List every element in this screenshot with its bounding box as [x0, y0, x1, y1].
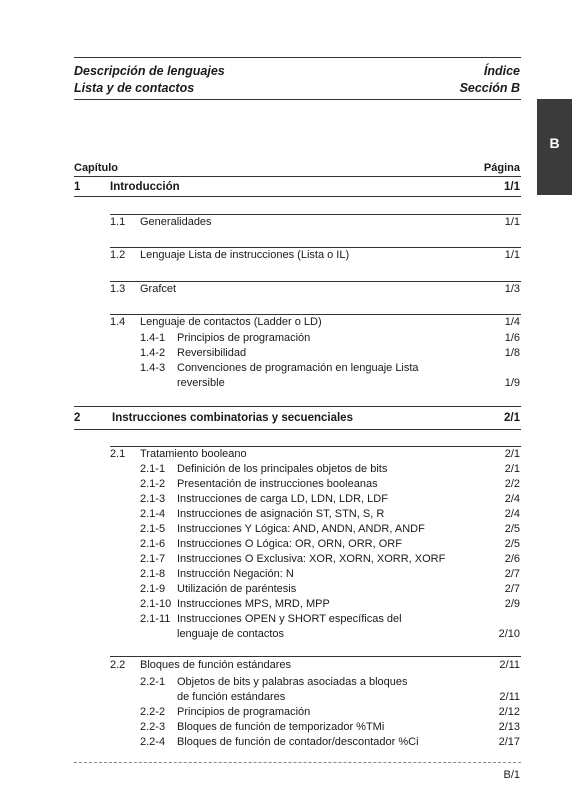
section-number: 1.3 [110, 283, 126, 295]
section-side-tab [537, 99, 572, 195]
column-header-rule [74, 176, 521, 177]
subsection-number: 2.2-4 [140, 736, 166, 748]
section-page: 1/3 [504, 283, 520, 295]
header-section-label: Sección B [459, 81, 520, 95]
subsection-page: 1/9 [504, 377, 520, 389]
subsection-title: Instrucciones OPEN y SHORT específicas del [177, 613, 402, 625]
subsection-title: Reversibilidad [177, 347, 247, 359]
section-title: Lenguaje de contactos (Ladder o LD) [140, 316, 322, 328]
subsection-number: 2.1-10 [140, 598, 172, 610]
section-number: 1.2 [110, 249, 126, 261]
subsection-number: 1.4-1 [140, 332, 166, 344]
subsection-page: 2/5 [504, 523, 520, 535]
subsection-page: 2/6 [504, 553, 520, 565]
subsection-page: 2/4 [504, 508, 520, 520]
subsection-number: 2.2-2 [140, 706, 166, 718]
subsection-title-continued: reversible [177, 377, 225, 389]
section-rule [110, 656, 521, 657]
subsection-title: Bloques de función de temporizador %TMi [177, 721, 385, 733]
section-number: 1.4 [110, 316, 126, 328]
subsection-number: 2.2-1 [140, 676, 166, 688]
subsection-title: Convenciones de programación en lenguaje Lista [177, 362, 419, 374]
chapter-number: 2 [74, 412, 81, 424]
section-number: 1.1 [110, 216, 126, 228]
subsection-page: 2/17 [498, 736, 520, 748]
subsection-title: Principios de programación [177, 332, 311, 344]
section-tab-label: B [549, 135, 560, 151]
subsection-page: 1/8 [504, 347, 520, 359]
subsection-page: 2/7 [504, 568, 520, 580]
subsection-title: Principios de programación [177, 706, 311, 718]
section-page: 1/1 [504, 249, 520, 261]
chapter-number: 1 [74, 181, 81, 193]
subsection-number: 2.2-3 [140, 721, 166, 733]
header-index-label: Índice [483, 64, 520, 78]
page-column-header: Página [483, 162, 520, 174]
footer-dashed-rule [74, 762, 521, 763]
section-title: Generalidades [140, 216, 212, 228]
header-bottom-rule [74, 99, 521, 100]
subsection-number: 2.1-9 [140, 583, 166, 595]
subsection-number: 2.1-7 [140, 553, 166, 565]
subsection-title: Instrucción Negación: N [177, 568, 294, 580]
subsection-title: Instrucciones de asignación ST, STN, S, R [177, 508, 385, 520]
subsection-page: 2/10 [498, 628, 520, 640]
subsection-number: 2.1-11 [140, 613, 171, 625]
subsection-page: 2/5 [504, 538, 520, 550]
subsection-number: 2.1-2 [140, 478, 166, 490]
subsection-title: Utilización de paréntesis [177, 583, 297, 595]
section-title: Grafcet [140, 283, 177, 295]
subsection-number: 1.4-3 [140, 362, 166, 374]
section-page: 1/1 [504, 216, 520, 228]
subsection-number: 2.1-8 [140, 568, 166, 580]
section-title: Bloques de función estándares [140, 659, 292, 671]
header-doc-title: Descripción de lenguajes [74, 64, 225, 78]
header-doc-subtitle: Lista y de contactos [74, 81, 195, 95]
subsection-number: 2.1-1 [140, 463, 166, 475]
subsection-page: 2/2 [504, 478, 520, 490]
section-number: 2.2 [110, 659, 126, 671]
subsection-title: Objetos de bits y palabras asociadas a bloques [177, 676, 408, 688]
subsection-number: 2.1-6 [140, 538, 166, 550]
subsection-number: 2.1-3 [140, 493, 166, 505]
subsection-title-continued: de función estándares [177, 691, 286, 703]
chapter-page: 2/1 [504, 412, 520, 424]
header-top-rule [74, 57, 521, 58]
subsection-title: Instrucciones de carga LD, LDN, LDR, LDF [177, 493, 388, 505]
subsection-page: 2/13 [498, 721, 520, 733]
subsection-page: 2/9 [504, 598, 520, 610]
chapter-title: Instrucciones combinatorias y secuenciales [112, 412, 353, 424]
chapter-rule [74, 196, 521, 197]
subsection-page: 2/12 [498, 706, 520, 718]
subsection-page: 1/6 [504, 332, 520, 344]
chapter-title: Introducción [110, 181, 180, 193]
subsection-page: 2/7 [504, 583, 520, 595]
chapter-column-header: Capítulo [74, 162, 118, 174]
subsection-title: Definición de los principales objetos de bits [177, 463, 388, 475]
footer-page-number: B/1 [503, 769, 520, 781]
section-title: Tratamiento booleano [140, 448, 247, 460]
section-title: Lenguaje Lista de instrucciones (Lista o IL) [140, 249, 350, 261]
chapter-rule [74, 429, 521, 430]
section-page: 1/4 [504, 316, 520, 328]
subsection-number: 1.4-2 [140, 347, 166, 359]
subsection-page: 2/4 [504, 493, 520, 505]
subsection-page: 2/1 [504, 463, 520, 475]
section-page: 2/11 [499, 659, 520, 671]
section-number: 2.1 [110, 448, 126, 460]
chapter-page: 1/1 [504, 181, 520, 193]
chapter-rule [74, 406, 521, 407]
subsection-number: 2.1-4 [140, 508, 166, 520]
subsection-title: Presentación de instrucciones booleanas [177, 478, 378, 490]
subsection-title: Instrucciones O Exclusiva: XOR, XORN, XORR, XORF [177, 553, 446, 565]
subsection-title: Bloques de función de contador/descontador %Ci [177, 736, 419, 748]
subsection-title: Instrucciones MPS, MRD, MPP [177, 598, 330, 610]
subsection-title-continued: lenguaje de contactos [177, 628, 285, 640]
subsection-page: 2/11 [499, 691, 520, 703]
subsection-number: 2.1-5 [140, 523, 166, 535]
section-page: 2/1 [504, 448, 520, 460]
subsection-title: Instrucciones O Lógica: OR, ORN, ORR, ORF [177, 538, 402, 550]
subsection-title: Instrucciones Y Lógica: AND, ANDN, ANDR, ANDF [177, 523, 425, 535]
